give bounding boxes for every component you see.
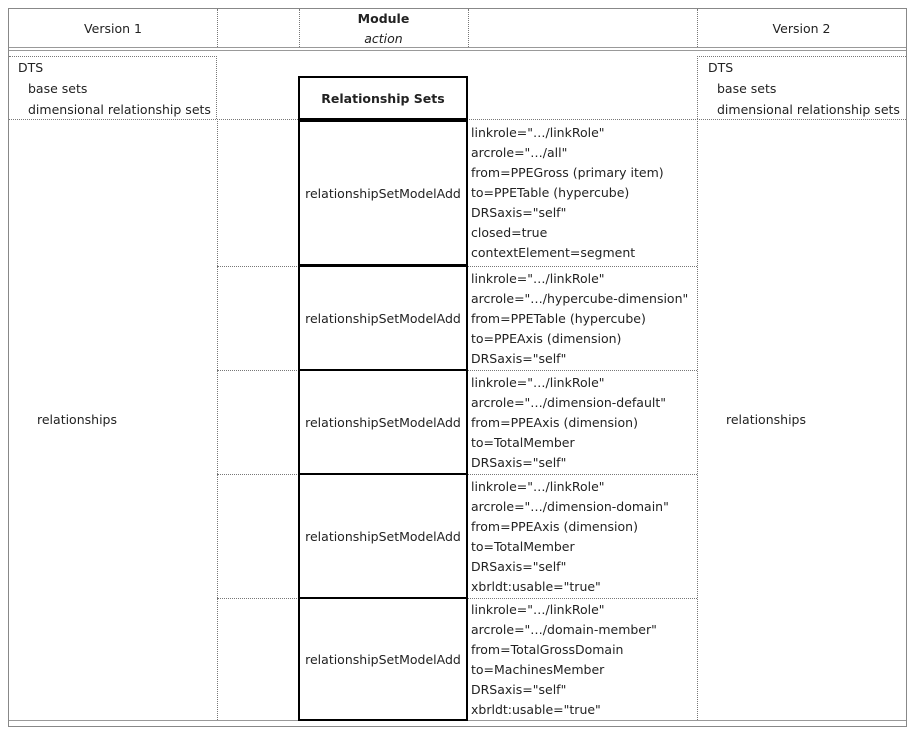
row-details [471, 373, 666, 473]
right-relationships: relationships [726, 412, 806, 427]
action-label: relationshipSetModelAdd [305, 185, 461, 201]
version1-header [9, 9, 217, 47]
detail-line: linkrole="…/linkRole" [471, 479, 605, 494]
module-header: Module [357, 11, 410, 26]
detail-line: linkrole="…/linkRole" [471, 375, 605, 390]
detail-line: xbrldt:usable="true" [471, 702, 601, 717]
detail-line: arcrole="…/dimension-domain" [471, 499, 669, 514]
detail-line: to=TotalMember [471, 435, 575, 450]
action-header: action [364, 31, 403, 46]
action-cell [298, 597, 468, 721]
right-dts-base-sets: base sets [717, 81, 777, 96]
left-dts-title: DTS [18, 60, 44, 75]
column-separator [697, 119, 698, 720]
detail-line: arcrole="…/dimension-default" [471, 395, 667, 410]
right-dts-dimensional-sets: dimensional relationship sets [717, 102, 900, 117]
column-separator [217, 119, 218, 720]
detail-line: to=PPEAxis (dimension) [471, 331, 622, 346]
version2-label: Version 2 [772, 20, 831, 36]
detail-line: linkrole="…/linkRole" [471, 125, 605, 140]
detail-line: to=TotalMember [471, 539, 575, 554]
detail-line: closed=true [471, 225, 548, 240]
detail-line: contextElement=segment [471, 245, 636, 260]
detail-line: from=PPEAxis (dimension) [471, 415, 638, 430]
detail-line: arcrole="…/hypercube-dimension" [471, 291, 689, 306]
row-details [471, 269, 688, 369]
detail-line: arcrole="…/all" [471, 145, 568, 160]
header-divider [9, 50, 906, 51]
row-details [471, 123, 664, 263]
action-label: relationshipSetModelAdd [305, 310, 461, 326]
action-cell [298, 265, 468, 371]
detail-line: DRSaxis="self" [471, 455, 567, 470]
detail-line: DRSaxis="self" [471, 205, 567, 220]
detail-line: linkrole="…/linkRole" [471, 602, 605, 617]
detail-line: xbrldt:usable="true" [471, 579, 601, 594]
version1-label: Version 1 [84, 20, 142, 36]
detail-line: DRSaxis="self" [471, 682, 567, 697]
action-cell [298, 369, 468, 475]
header-separator [468, 9, 469, 47]
left-dts-base-sets: base sets [28, 81, 88, 96]
action-label: relationshipSetModelAdd [305, 651, 461, 667]
row-details [471, 477, 669, 597]
detail-line: linkrole="…/linkRole" [471, 271, 605, 286]
header-divider [9, 47, 906, 48]
detail-line: DRSaxis="self" [471, 559, 567, 574]
detail-line: to=MachinesMember [471, 662, 605, 677]
detail-line: from=PPEGross (primary item) [471, 165, 664, 180]
detail-line: from=TotalGrossDomain [471, 642, 624, 657]
left-dts-dimensional-sets: dimensional relationship sets [28, 102, 211, 117]
row-details [471, 600, 657, 720]
detail-line: from=PPEAxis (dimension) [471, 519, 638, 534]
detail-line: from=PPETable (hypercube) [471, 311, 646, 326]
detail-line: arcrole="…/domain-member" [471, 622, 657, 637]
detail-line: to=PPETable (hypercube) [471, 185, 630, 200]
version2-header [697, 9, 906, 47]
relationship-sets-header [298, 76, 468, 120]
header-separator [217, 9, 218, 47]
left-relationships: relationships [37, 412, 117, 427]
action-cell [298, 473, 468, 599]
right-dts-title: DTS [708, 60, 734, 75]
detail-line: DRSaxis="self" [471, 351, 567, 366]
action-cell [298, 120, 468, 266]
relationship-sets-label: Relationship Sets [321, 90, 445, 106]
action-label: relationshipSetModelAdd [305, 528, 461, 544]
action-label: relationshipSetModelAdd [305, 414, 461, 430]
